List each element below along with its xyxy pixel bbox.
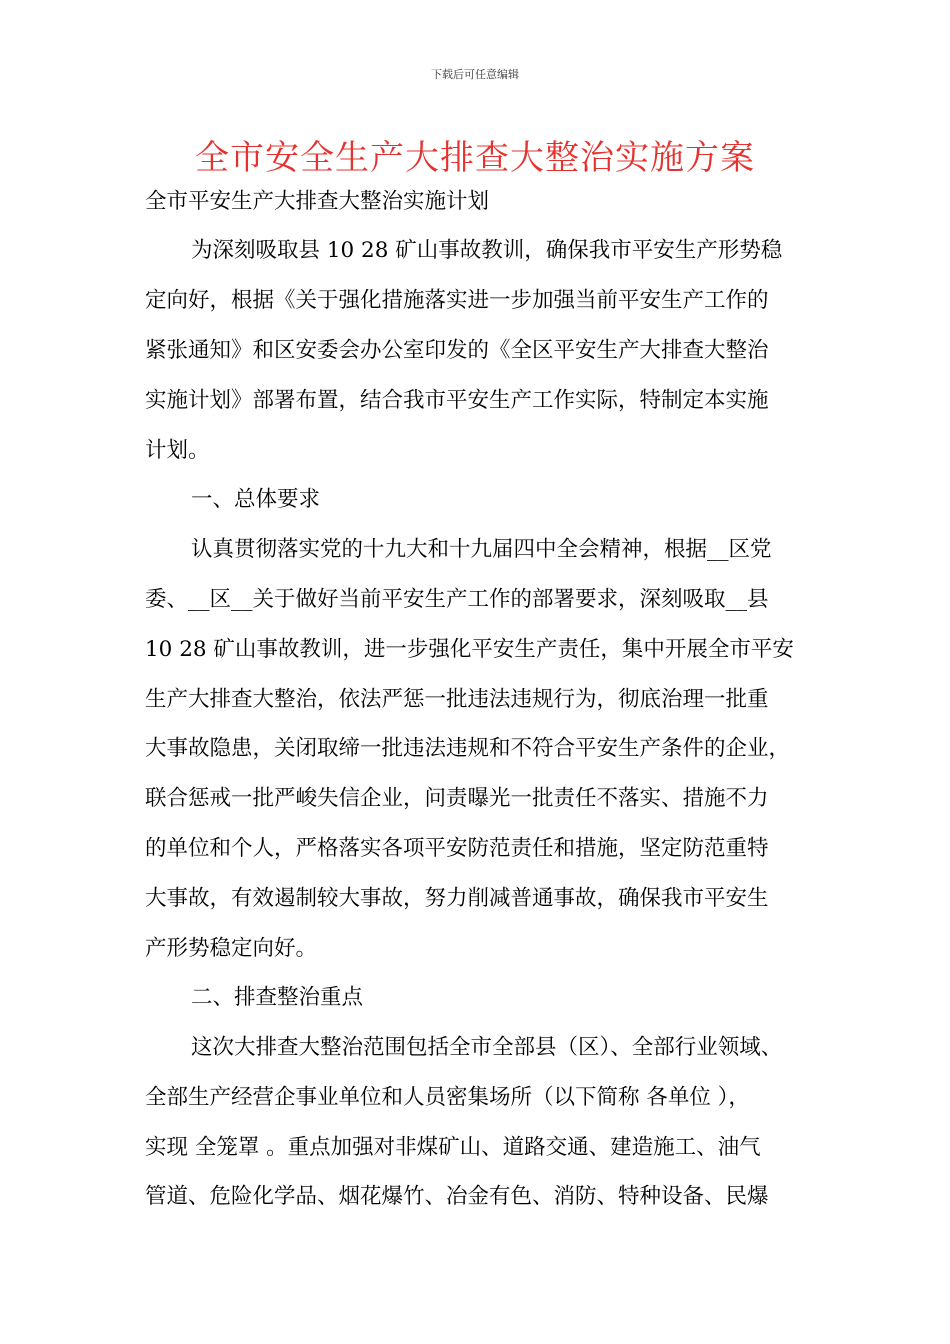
paragraph-line: 委、__区__关于做好当前平安生产工作的部署要求，深刻吸取__县 xyxy=(145,587,769,612)
document-title: 全市安全生产大排查大整治实施方案 xyxy=(195,138,755,178)
paragraph-line: 定向好，根据《关于强化措施落实进一步加强当前平安生产工作的 xyxy=(145,288,769,313)
paragraph-line: 认真贯彻落实党的十九大和十九届四中全会精神，根据__区党 xyxy=(191,537,772,562)
paragraph-line: 10 28 矿山事故教训，进一步强化平安生产责任，集中开展全市平安 xyxy=(145,637,794,662)
paragraph-line: 实现 全笼罩 。重点加强对非煤矿山、道路交通、建造施工、油气 xyxy=(145,1135,761,1160)
paragraph-line: 产形势稳定向好。 xyxy=(145,936,318,961)
paragraph-line: 紧张通知》和区安委会办公室印发的《全区平安生产大排查大整治 xyxy=(145,338,769,363)
page-header-note: 下载后可任意编辑 xyxy=(431,68,519,81)
paragraph-line: 联合惩戒一批严峻失信企业，问责曝光一批责任不落实、措施不力 xyxy=(145,786,769,811)
paragraph-line: 管道、危险化学品、烟花爆竹、冶金有色、消防、特种设备、民爆 xyxy=(145,1184,769,1209)
paragraph-line: 的单位和个人，严格落实各项平安防范责任和措施，坚定防范重特 xyxy=(145,836,769,861)
paragraph-line: 大事故，有效遏制较大事故，努力削减普通事故，确保我市平安生 xyxy=(145,886,769,911)
paragraph-line: 这次大排查大整治范围包括全市全部县（区）、全部行业领域、 xyxy=(191,1035,783,1060)
paragraph-line: 全部生产经营企事业单位和人员密集场所（以下简称 各单位 ）， xyxy=(145,1085,750,1110)
section-heading: 一、总体要求 xyxy=(191,487,321,512)
paragraph-line: 生产大排查大整治，依法严惩一批违法违规行为，彻底治理一批重 xyxy=(145,687,769,712)
paragraph-line: 为深刻吸取县 10 28 矿山事故教训，确保我市平安生产形势稳 xyxy=(191,238,783,263)
document-subtitle: 全市平安生产大排查大整治实施计划 xyxy=(145,189,490,214)
paragraph-line: 实施计划》部署布置，结合我市平安生产工作实际，特制定本实施 xyxy=(145,388,769,413)
paragraph-line: 大事故隐患，关闭取缔一批违法违规和不符合平安生产条件的企业， xyxy=(145,736,791,761)
section-heading: 二、排查整治重点 xyxy=(191,985,364,1010)
paragraph-line: 计划。 xyxy=(145,438,210,463)
